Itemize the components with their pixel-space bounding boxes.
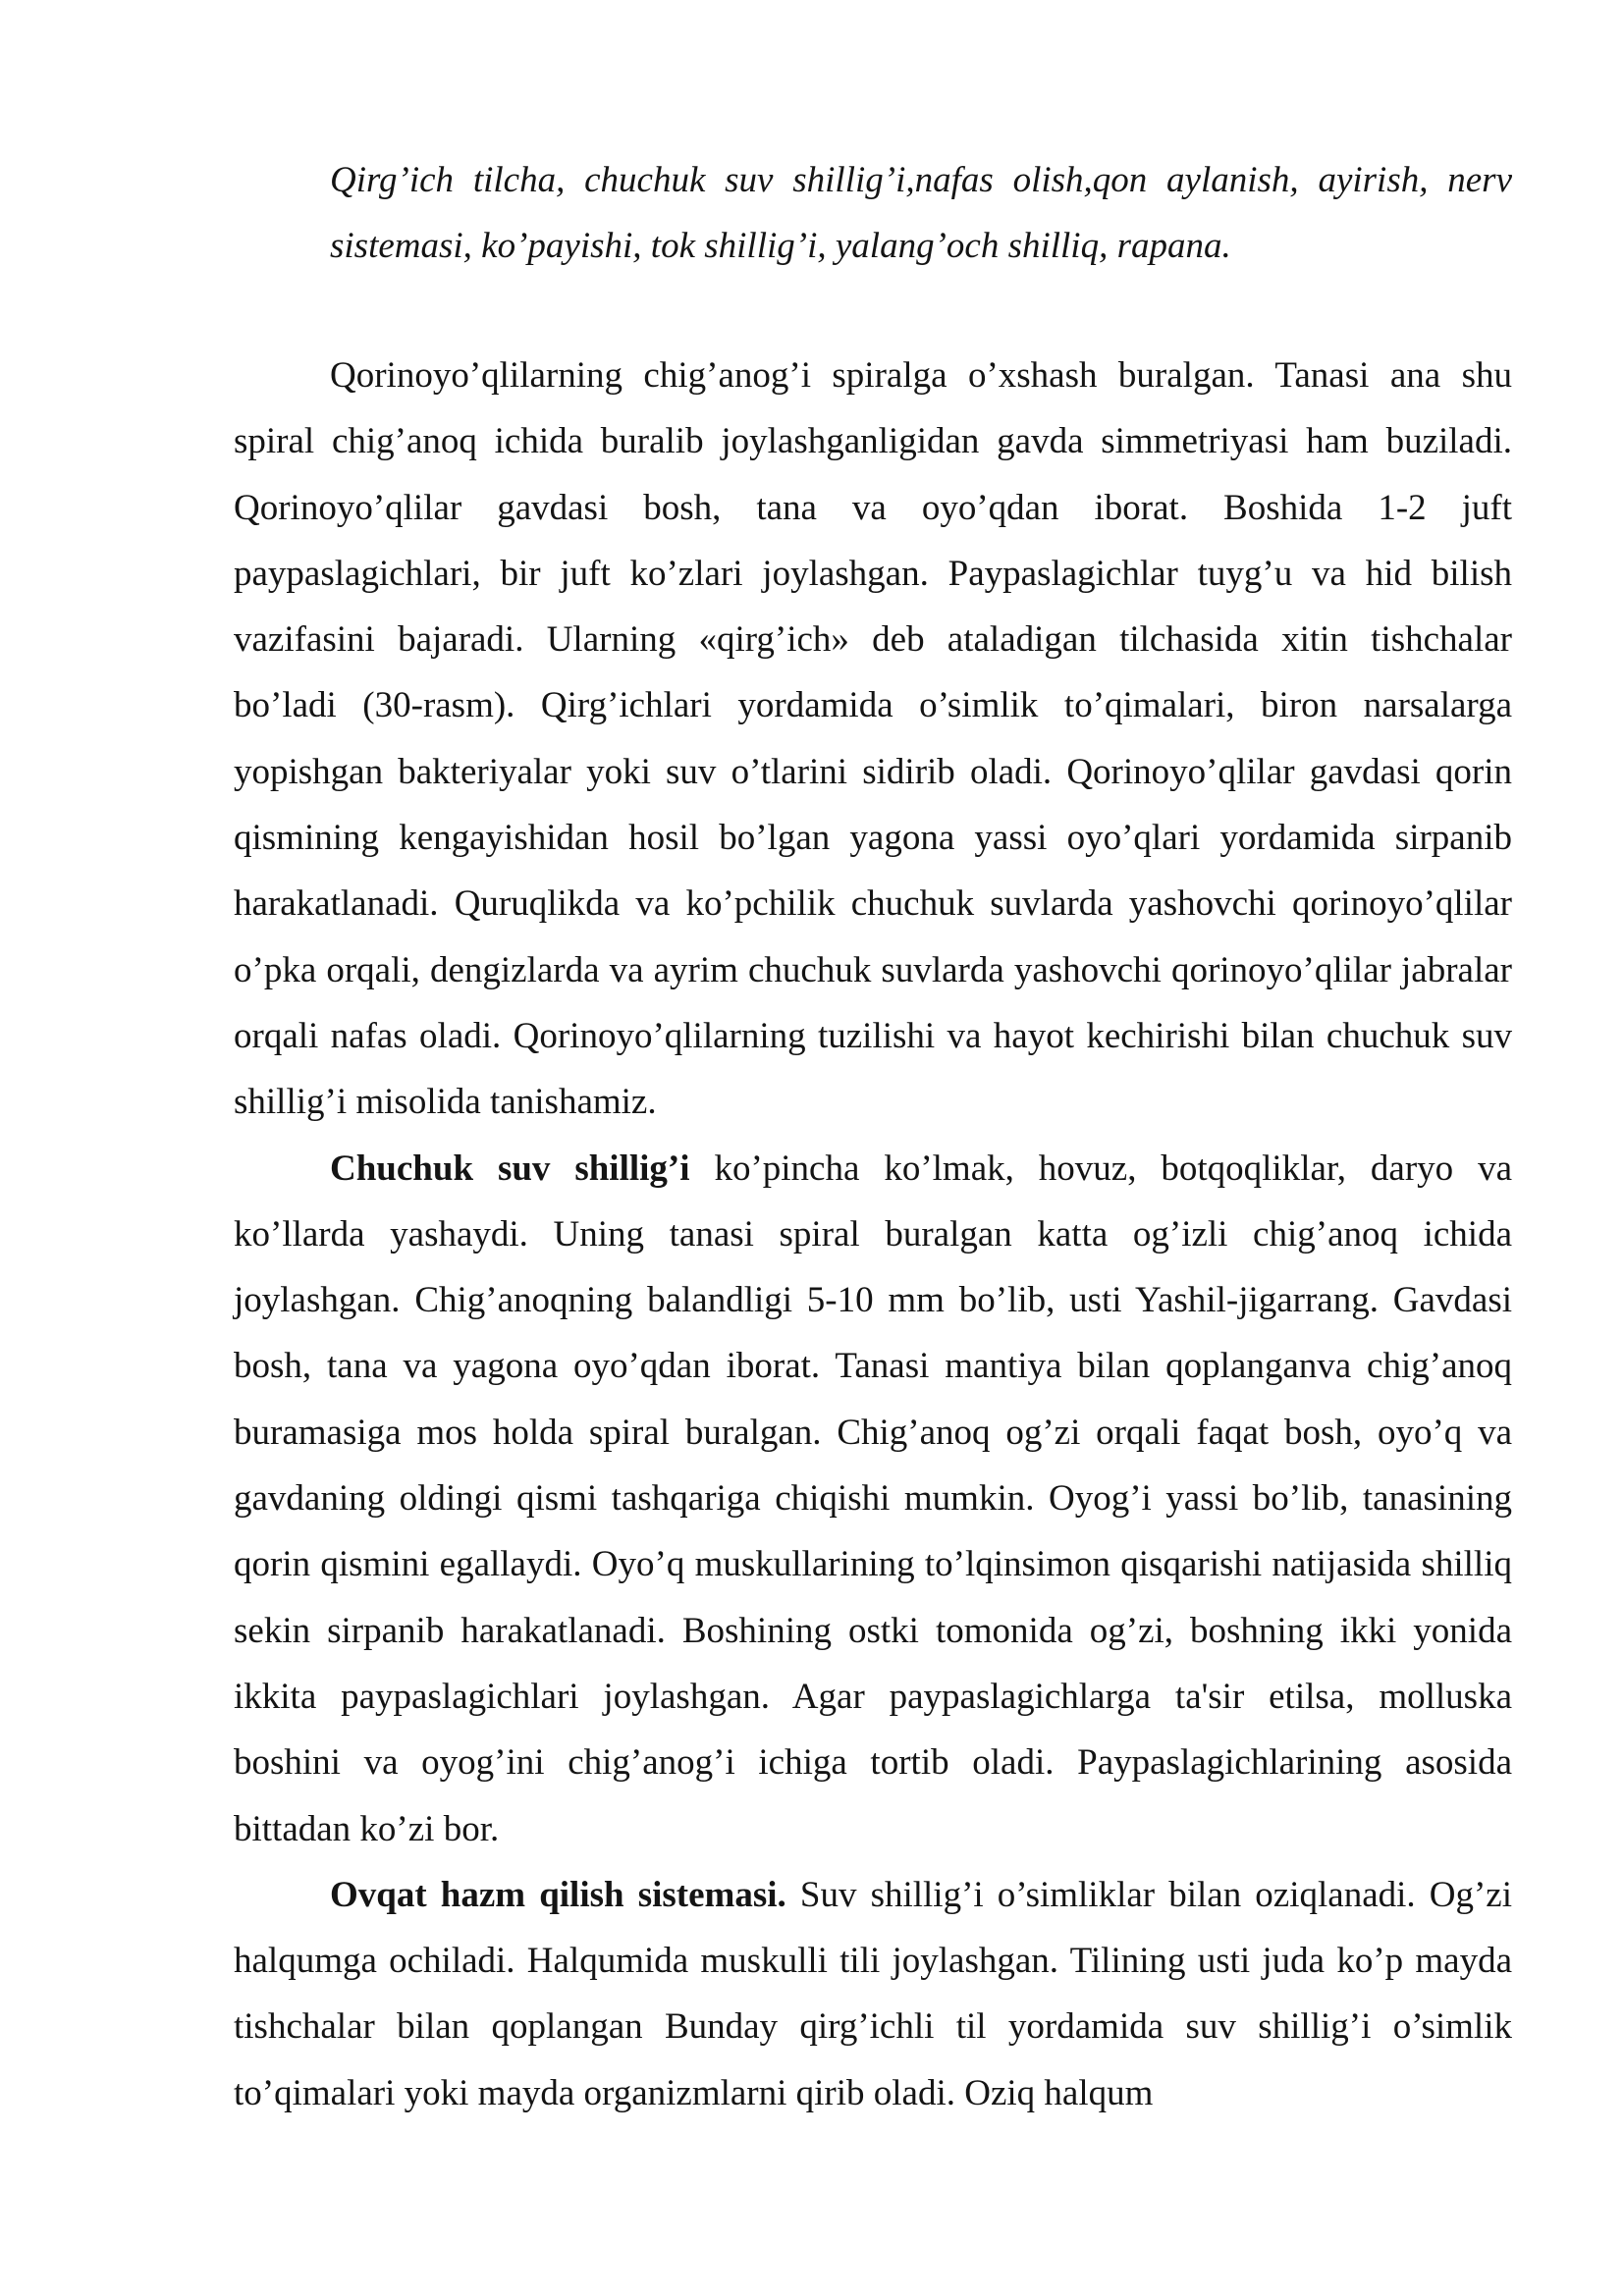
paragraph-lead-term: Chuchuk suv shillig’i: [330, 1148, 690, 1189]
paragraph-freshwater-snail: [234, 1136, 1512, 1862]
paragraph-text: ko’pincha ko’lmak, hovuz, botqoqliklar, daryo va ko’llarda yashaydi. Uning tanasi spiral buralgan katta og’izli chig’anoq ichida joylashgan. Chig’anoqning balandligi 5-10 mm bo’lib, usti Yashil-jigarrang. Gavdasi bosh, tana va yagona oyo’qdan iborat. Tanasi mantiya bilan qoplanganva chig’anoq buramasiga mos holda spiral buralgan. Chig’anoq og’zi orqali faqat bosh, oyo’q va gavdaning oldingi qismi tashqariga chiqishi mumkin. Oyog’i yassi bo’lib, tanasining qorin qismini egallaydi. Oyo’q muskullarining to’lqinsimon qisqarishi natijasida shilliq sekin sirpanib harakatlanadi. Boshining ostki tomonida og’zi, boshning ikki yonida ikkita paypaslagichlari joylashgan. Agar paypaslagichlarga ta'sir etilsa, molluska boshini va oyog’ini chig’anog’i ichiga tortib oladi. Paypaslagichlarining asosida bittadan ko’zi bor.: [234, 1148, 1512, 1849]
keywords-line: Qirg’ich tilcha, chuchuk suv shillig’i,nafas olish,qon aylanish, ayirish, nerv sistemasi, ko’payishi, tok shillig’i, yalang’och shilliq, rapana.: [330, 160, 1512, 266]
paragraph-text: Suv shillig’i o’simliklar bilan oziqlanadi. Og’zi halqumga ochiladi. Halqumida muskulli tili joylashgan. Tilining usti juda ko’p mayda tishchalar bilan qoplangan Bunday qirg’ichli til yordamida suv shillig’i o’simlik to’qimalari yoki mayda organizmlarni qirib oladi. Oziq halqum: [234, 1874, 1512, 2113]
paragraph-text: Qorinoyo’qlilarning chig’anog’i spiralga o’xshash buralgan. Tanasi ana shu spiral chig’anoq ichida buralib joylashganligidan gavda simmetriyasi ham buziladi. Qorinoyo’qlilar gavdasi bosh, tana va oyo’qdan iborat. Boshida 1-2 juft paypaslagichlari, bir juft ko’zlari joylashgan. Paypaslagichlar tuyg’u va hid bilish vazifasini bajaradi. Ularning «qirg’ich» deb ataladigan tilchasida xitin tishchalar bo’ladi (30-rasm). Qirg’ichlari yordamida o’simlik to’qimalari, biron narsalarga yopishgan bakteriyalar yoki suv o’tlarini sidirib oladi. Qorinoyo’qlilar gavdasi qorin qismining kengayishidan hosil bo’lgan yagona yassi oyo’qlari yordamida sirpanib harakatlanadi. Quruqlikda va ko’pchilik chuchuk suvlarda yashovchi qorinoyo’qlilar o’pka orqali, dengizlarda va ayrim chuchuk suvlarda yashovchi qorinoyo’qlilar jabralar orqali nafas oladi. Qorinoyo’qlilarning tuzilishi va hayot kechirishi bilan chuchuk suv shillig’i misolida tanishamiz.: [234, 355, 1512, 1123]
paragraph-gastropods-intro: [234, 343, 1512, 1136]
paragraph-digestive-system: [234, 1862, 1512, 2126]
document-body: [234, 343, 1512, 2126]
paragraph-lead-term: Ovqat hazm qilish sistemasi.: [330, 1874, 786, 1915]
